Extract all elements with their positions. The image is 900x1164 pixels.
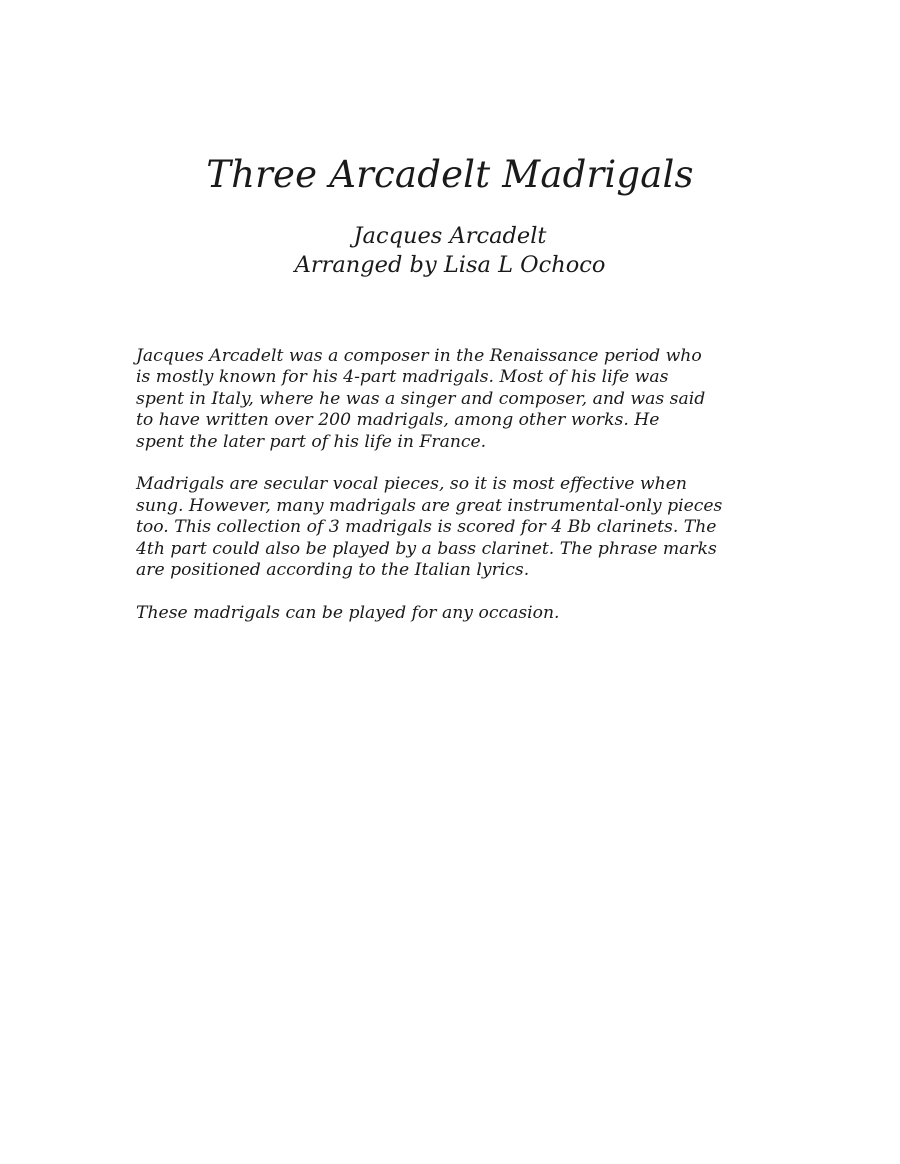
- paragraph-line: to have written over 200 madrigals, among other works. He: [136, 410, 660, 431]
- paragraph-line: are positioned according to the Italian lyrics.: [136, 560, 530, 581]
- paragraph-line: Jacques Arcadelt was a composer in the Renaissance period who: [136, 346, 702, 366]
- composer-name: Jacques Arcadelt: [353, 223, 547, 249]
- document-title: Three Arcadelt Madrigals: [206, 153, 694, 196]
- credits-block: [0, 222, 900, 280]
- paragraph-line: Madrigals are secular vocal pieces, so it is most effective when: [136, 474, 687, 495]
- paragraph-line: too. This collection of 3 madrigals is scored for 4 Bb clarinets. The: [136, 517, 717, 538]
- paragraph-line: spent the later part of his life in France.: [136, 431, 487, 452]
- paragraph-composer-bio: [136, 346, 736, 453]
- description-body: [136, 346, 736, 646]
- paragraph-line: sung. However, many madrigals are great instrumental-only pieces: [136, 495, 723, 516]
- paragraph-madrigals-info: [136, 474, 736, 581]
- paragraph-line: is mostly known for his 4-part madrigals. Most of his life was: [136, 367, 669, 388]
- paragraph-line: spent in Italy, where he was a singer and composer, and was said: [136, 388, 706, 409]
- paragraph-line: 4th part could also be played by a bass clarinet. The phrase marks: [136, 538, 717, 559]
- paragraph-line: These madrigals can be played for any occasion.: [136, 602, 560, 623]
- paragraph-occasion: [136, 603, 736, 624]
- arranger-credit: Arranged by Lisa L Ochoco: [294, 252, 606, 278]
